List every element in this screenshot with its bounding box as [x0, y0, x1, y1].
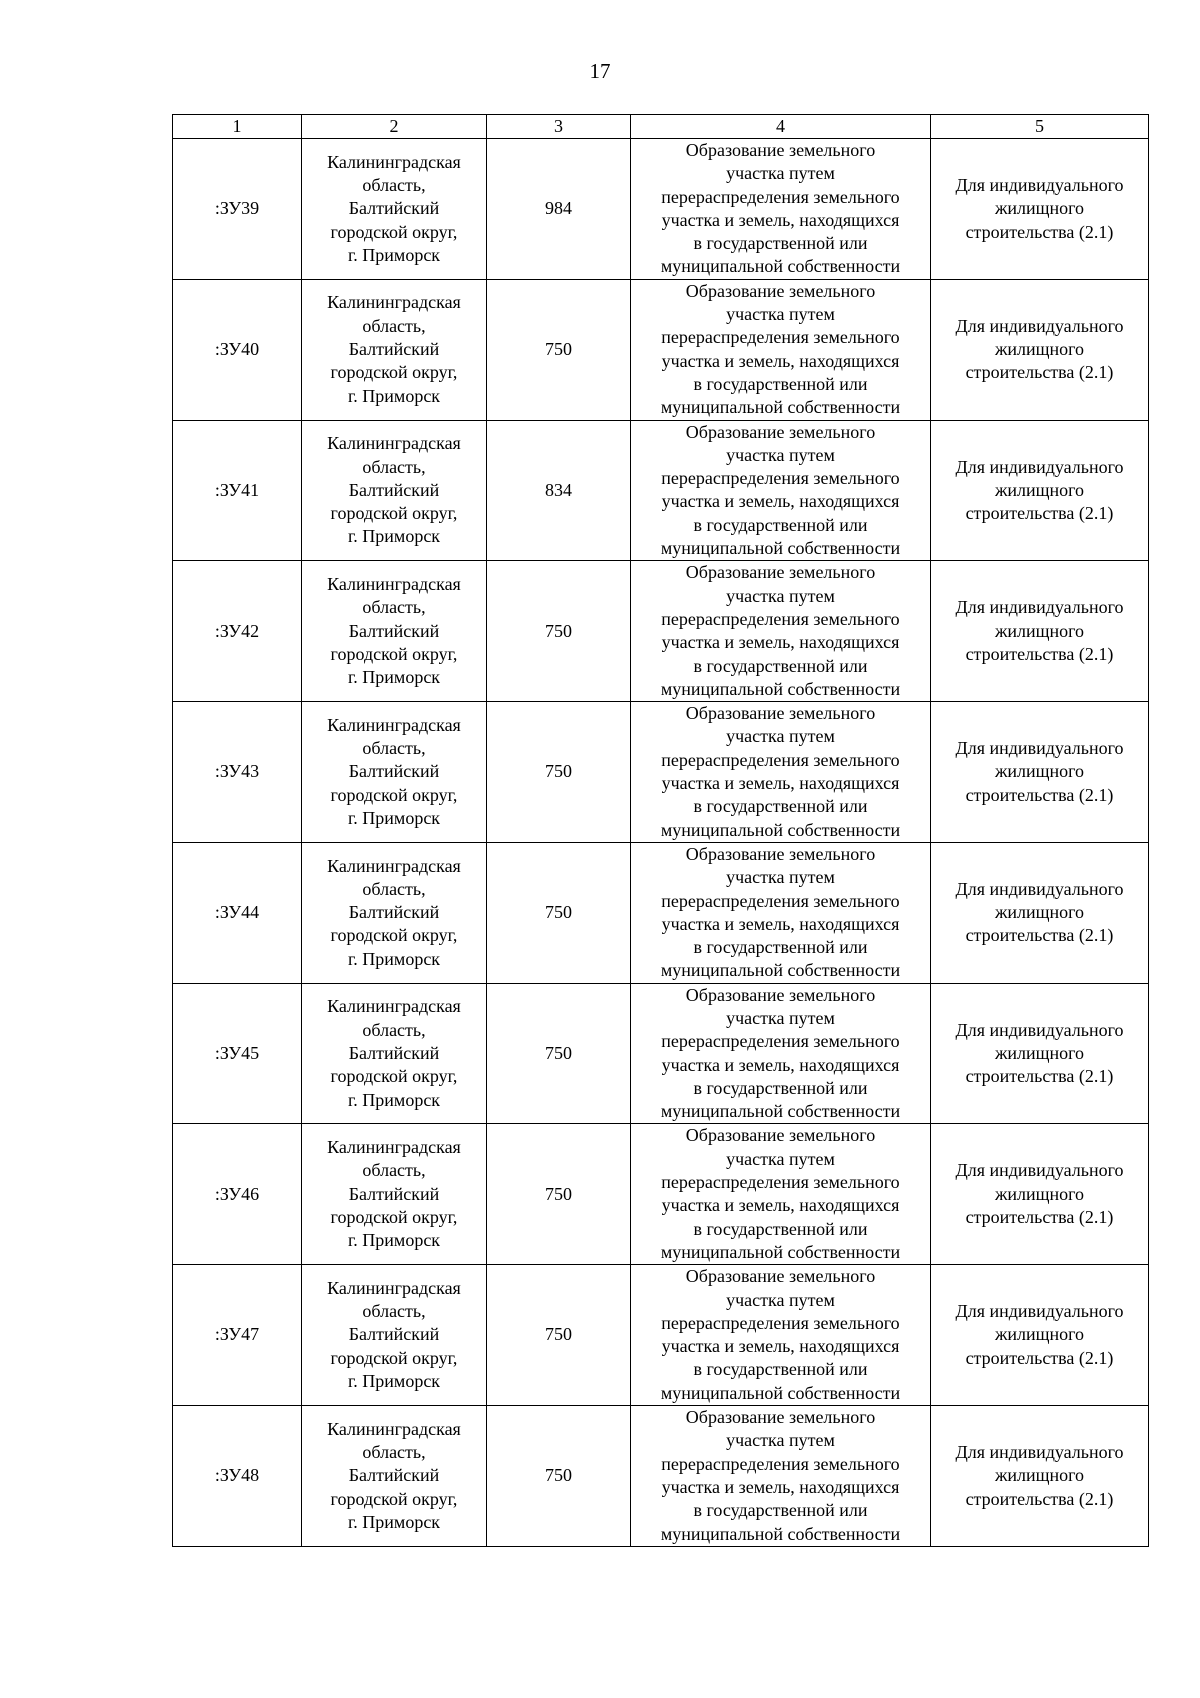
permitted-use-text: Для индивидуального жилищного строительства (2.1) — [955, 738, 1124, 805]
permitted-use-text: Для индивидуального жилищного строительства (2.1) — [955, 878, 1124, 946]
location-text: Калининградская область, Балтийский городской округ, г. Приморск — [327, 1418, 461, 1532]
permitted-use-cell — [931, 279, 1149, 420]
permitted-use-text: Для индивидуального жилищного строительства (2.1) — [955, 1019, 1124, 1087]
location-text: Калининградская область, Балтийский городской округ, г. Приморск — [327, 151, 461, 265]
area-cell: 834 — [487, 420, 631, 561]
column-header-4: 4 — [631, 115, 931, 139]
formation-method-cell — [631, 420, 931, 561]
table-header-row — [173, 115, 1149, 139]
table-body — [173, 139, 1149, 1547]
location-cell — [302, 561, 487, 702]
permitted-use-text: Для индивидуального жилищного строительства (2.1) — [955, 1160, 1124, 1227]
location-text: Калининградская область, Балтийский городской округ, г. Приморск — [327, 1137, 461, 1251]
location-cell — [302, 1265, 487, 1406]
formation-method-cell — [631, 983, 931, 1124]
formation-method-text: Образование земельного участка путем перераспределения земельного участка и земель, находящихся в государственной или муниципальной собственности — [660, 843, 901, 981]
land-plots-table — [172, 114, 1149, 1547]
table-row — [173, 1265, 1149, 1406]
permitted-use-text: Для индивидуального жилищного строительства (2.1) — [955, 174, 1124, 242]
formation-method-cell — [631, 1124, 931, 1265]
permitted-use-cell — [931, 1124, 1149, 1265]
formation-method-text: Образование земельного участка путем перераспределения земельного участка и земель, находящихся в государственной или муниципальной собственности — [660, 1266, 901, 1403]
permitted-use-text: Для индивидуального жилищного строительства (2.1) — [955, 597, 1124, 664]
plot-id-cell: :ЗУ43 — [173, 702, 302, 843]
table-row — [173, 279, 1149, 420]
page-number: 17 — [589, 59, 611, 83]
permitted-use-cell — [931, 139, 1149, 280]
location-text: Калининградская область, Балтийский городской округ, г. Приморск — [327, 855, 461, 969]
location-cell — [302, 983, 487, 1124]
permitted-use-text: Для индивидуального жилищного строительства (2.1) — [955, 1301, 1124, 1368]
table-row — [173, 842, 1149, 983]
formation-method-text: Образование земельного участка путем перераспределения земельного участка и земель, находящихся в государственной или муниципальной собственности — [660, 562, 901, 699]
formation-method-text: Образование земельного участка путем перераспределения земельного участка и земель, находящихся в государственной или муниципальной собственности — [660, 140, 901, 277]
column-header-5: 5 — [931, 115, 1149, 139]
formation-method-cell — [631, 1265, 931, 1406]
plot-id-cell: :ЗУ47 — [173, 1265, 302, 1406]
area-cell: 750 — [487, 1124, 631, 1265]
area-cell: 750 — [487, 702, 631, 843]
permitted-use-cell — [931, 561, 1149, 702]
table-row — [173, 702, 1149, 843]
location-cell — [302, 139, 487, 280]
location-text: Калининградская область, Балтийский городской округ, г. Приморск — [327, 292, 461, 406]
column-header-3: 3 — [487, 115, 631, 139]
permitted-use-text: Для индивидуального жилищного строительства (2.1) — [955, 315, 1124, 383]
location-cell — [302, 842, 487, 983]
area-cell: 984 — [487, 139, 631, 280]
area-cell: 750 — [487, 983, 631, 1124]
table-row — [173, 561, 1149, 702]
plot-id-cell: :ЗУ39 — [173, 139, 302, 280]
formation-method-text: Образование земельного участка путем перераспределения земельного участка и земель, находящихся в государственной или муниципальной собственности — [660, 1125, 901, 1262]
location-cell — [302, 702, 487, 843]
location-text: Калининградская область, Балтийский городской округ, г. Приморск — [327, 714, 461, 828]
plot-id-cell: :ЗУ48 — [173, 1406, 302, 1547]
plot-id-cell: :ЗУ42 — [173, 561, 302, 702]
location-cell — [302, 279, 487, 420]
plot-id-cell: :ЗУ41 — [173, 420, 302, 561]
permitted-use-cell — [931, 983, 1149, 1124]
formation-method-text: Образование земельного участка путем перераспределения земельного участка и земель, находящихся в государственной или муниципальной собственности — [660, 703, 901, 840]
table-row — [173, 420, 1149, 561]
formation-method-text: Образование земельного участка путем перераспределения земельного участка и земель, находящихся в государственной или муниципальной собственности — [660, 421, 901, 559]
formation-method-cell — [631, 279, 931, 420]
formation-method-cell — [631, 842, 931, 983]
permitted-use-cell — [931, 842, 1149, 983]
permitted-use-text: Для индивидуального жилищного строительства (2.1) — [955, 456, 1124, 524]
area-cell: 750 — [487, 279, 631, 420]
location-cell — [302, 420, 487, 561]
formation-method-cell — [631, 1406, 931, 1547]
formation-method-text: Образование земельного участка путем перераспределения земельного участка и земель, находящихся в государственной или муниципальной собственности — [660, 984, 901, 1122]
location-cell — [302, 1406, 487, 1547]
permitted-use-cell — [931, 1406, 1149, 1547]
column-header-2: 2 — [302, 115, 487, 139]
location-text: Калининградская область, Балтийский городской округ, г. Приморск — [327, 996, 461, 1110]
area-cell: 750 — [487, 1265, 631, 1406]
plot-id-cell: :ЗУ45 — [173, 983, 302, 1124]
formation-method-cell — [631, 139, 931, 280]
area-cell: 750 — [487, 1406, 631, 1547]
formation-method-cell — [631, 561, 931, 702]
formation-method-cell — [631, 702, 931, 843]
permitted-use-cell — [931, 1265, 1149, 1406]
permitted-use-cell — [931, 420, 1149, 561]
column-header-1: 1 — [173, 115, 302, 139]
location-text: Калининградская область, Балтийский городской округ, г. Приморск — [327, 1277, 461, 1392]
permitted-use-cell — [931, 702, 1149, 843]
area-cell: 750 — [487, 842, 631, 983]
table-row — [173, 983, 1149, 1124]
table-row — [173, 139, 1149, 280]
table-row — [173, 1124, 1149, 1265]
formation-method-text: Образование земельного участка путем перераспределения земельного участка и земель, находящихся в государственной или муниципальной собственности — [660, 280, 901, 418]
location-text: Калининградская область, Балтийский городской округ, г. Приморск — [327, 433, 461, 547]
plot-id-cell: :ЗУ46 — [173, 1124, 302, 1265]
formation-method-text: Образование земельного участка путем перераспределения земельного участка и земель, находящихся в государственной или муниципальной собственности — [660, 1407, 901, 1544]
location-text: Калининградская область, Балтийский городской округ, г. Приморск — [327, 573, 461, 688]
location-cell — [302, 1124, 487, 1265]
table-row — [173, 1406, 1149, 1547]
permitted-use-text: Для индивидуального жилищного строительства (2.1) — [955, 1441, 1124, 1509]
area-cell: 750 — [487, 561, 631, 702]
plot-id-cell: :ЗУ40 — [173, 279, 302, 420]
plot-id-cell: :ЗУ44 — [173, 842, 302, 983]
